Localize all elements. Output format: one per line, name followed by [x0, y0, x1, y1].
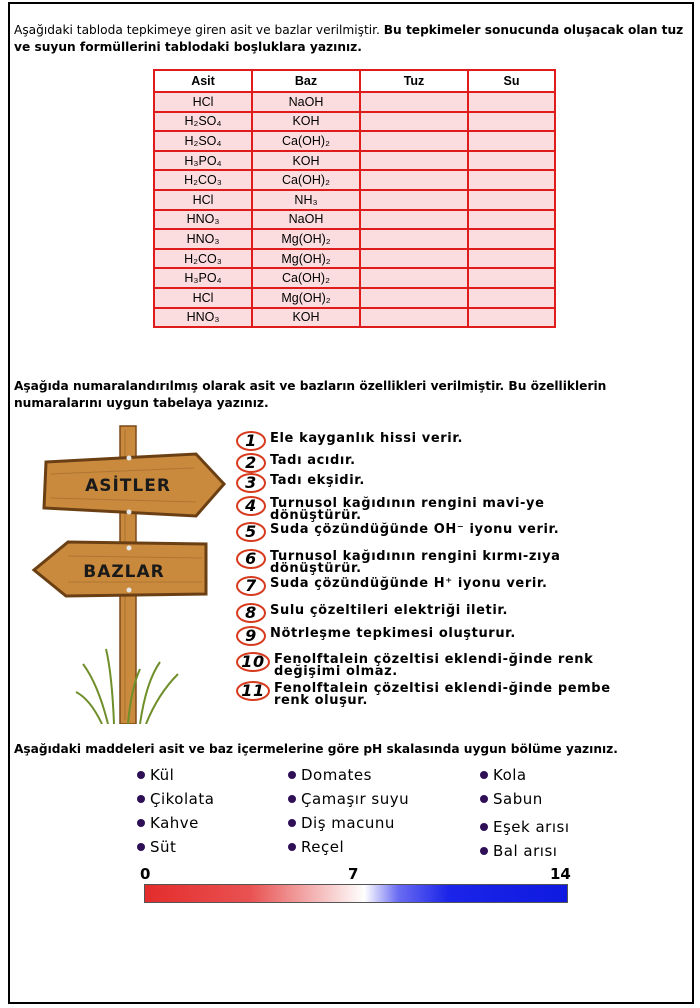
base-cell: KOH: [252, 151, 360, 171]
bullet-icon: [288, 771, 296, 779]
property-number: 7: [236, 576, 266, 596]
table-body: [154, 92, 555, 327]
substance-item: [137, 790, 214, 808]
ph-instruction: Aşağıdaki maddeleri asit ve baz içermelerine göre pH skalasında uygun bölüme yazınız.: [14, 742, 618, 756]
water-answer-cell[interactable]: [468, 170, 555, 190]
property-item: [236, 603, 610, 623]
salt-answer-cell[interactable]: [360, 151, 468, 171]
substance-label: Kahve: [150, 814, 199, 832]
substance-item: [288, 766, 372, 784]
substance-item: [480, 766, 527, 784]
water-answer-cell[interactable]: [468, 249, 555, 269]
sign-bases-label: BAZLAR: [83, 562, 165, 582]
salt-answer-cell[interactable]: [360, 229, 468, 249]
signpost: [28, 424, 228, 724]
table-row: [154, 92, 555, 112]
table-row: [154, 112, 555, 132]
table-row: [154, 131, 555, 151]
table-row: [154, 190, 555, 210]
properties-instruction: Aşağıda numaralandırılmış olarak asit ve bazların özellikleri verilmiştir. Bu özelliklerin numaralarını uygun tabelaya yazınız.: [14, 379, 607, 410]
bullet-icon: [137, 795, 145, 803]
base-cell: Mg(OH)₂: [252, 249, 360, 269]
property-item: [236, 681, 614, 707]
bullet-icon: [288, 819, 296, 827]
property-item: [236, 652, 614, 678]
table-row: [154, 210, 555, 230]
property-item: [236, 453, 610, 473]
base-cell: KOH: [252, 112, 360, 132]
bullet-icon: [288, 795, 296, 803]
table-row: [154, 268, 555, 288]
substance-item: [480, 842, 557, 860]
table-row: [154, 288, 555, 308]
substance-label: Çamaşır suyu: [301, 790, 410, 808]
substance-label: Reçel: [301, 838, 345, 856]
property-number: 8: [236, 603, 266, 623]
water-answer-cell[interactable]: [468, 210, 555, 230]
property-item: [236, 576, 610, 596]
base-cell: NaOH: [252, 92, 360, 112]
header-salt: Tuz: [360, 70, 468, 92]
substance-label: Çikolata: [150, 790, 215, 808]
bullet-icon: [288, 843, 296, 851]
property-text: Turnusol kağıdının rengini kırmı-zıya dönüştürür.: [270, 549, 561, 576]
acid-cell: HNO₃: [154, 229, 252, 249]
acid-base-table: [153, 69, 556, 328]
ph-label-7: 7: [348, 865, 359, 883]
table-row: [154, 170, 555, 190]
salt-answer-cell[interactable]: [360, 112, 468, 132]
property-item: [236, 431, 610, 451]
acid-cell: H₂CO₃: [154, 249, 252, 269]
acid-cell: H₂SO₄: [154, 131, 252, 151]
property-number: 2: [236, 453, 266, 473]
ph-scale-bar[interactable]: [144, 884, 568, 903]
acid-cell: H₃PO₄: [154, 151, 252, 171]
salt-answer-cell[interactable]: [360, 210, 468, 230]
property-text: Nötrleşme tepkimesi oluşturur.: [270, 626, 516, 641]
substance-item: [480, 790, 543, 808]
base-cell: Ca(OH)₂: [252, 131, 360, 151]
ph-label-14: 14: [550, 865, 571, 883]
property-number: 10: [236, 652, 270, 672]
bullet-icon: [137, 843, 145, 851]
property-text: Tadı acıdır.: [270, 453, 356, 468]
water-answer-cell[interactable]: [468, 288, 555, 308]
table-row: [154, 151, 555, 171]
sign-acids-label: ASİTLER: [85, 476, 171, 496]
property-text: Fenolftalein çözeltisi eklendi-ğinde renk değişimi olmaz.: [274, 652, 594, 679]
water-answer-cell[interactable]: [468, 268, 555, 288]
substance-label: Diş macunu: [301, 814, 395, 832]
substance-item: [137, 838, 176, 856]
salt-answer-cell[interactable]: [360, 131, 468, 151]
property-item: [236, 626, 610, 646]
water-answer-cell[interactable]: [468, 151, 555, 171]
base-cell: KOH: [252, 308, 360, 328]
property-number: 9: [236, 626, 266, 646]
acid-cell: H₂SO₄: [154, 112, 252, 132]
base-cell: Mg(OH)₂: [252, 288, 360, 308]
property-text: Fenolftalein çözeltisi eklendi-ğinde pembe renk oluşur.: [274, 681, 611, 708]
water-answer-cell[interactable]: [468, 92, 555, 112]
property-number: 1: [236, 431, 266, 451]
property-number: 11: [236, 681, 270, 701]
intro-bold-text: Bu tepkimeler sonucunda oluşacak olan tuz ve suyun formüllerini tablodaki boşluklara yazınız.: [14, 23, 684, 54]
header-water: Su: [468, 70, 555, 92]
substance-item: [137, 814, 199, 832]
salt-answer-cell[interactable]: [360, 92, 468, 112]
property-text: Suda çözündüğünde H⁺ iyonu verir.: [270, 576, 548, 591]
base-cell: Ca(OH)₂: [252, 170, 360, 190]
acid-cell: HCl: [154, 190, 252, 210]
water-answer-cell[interactable]: [468, 229, 555, 249]
water-answer-cell[interactable]: [468, 308, 555, 328]
bullet-icon: [480, 847, 488, 855]
bullet-icon: [480, 823, 488, 831]
table-row: [154, 249, 555, 269]
substance-label: Kola: [493, 766, 527, 784]
salt-answer-cell[interactable]: [360, 308, 468, 328]
acid-cell: HNO₃: [154, 308, 252, 328]
water-answer-cell[interactable]: [468, 190, 555, 210]
substance-label: Süt: [150, 838, 177, 856]
header-acid: Asit: [154, 70, 252, 92]
property-number: 6: [236, 549, 266, 569]
base-cell: NaOH: [252, 210, 360, 230]
base-cell: Ca(OH)₂: [252, 268, 360, 288]
property-text: Tadı ekşidir.: [270, 473, 365, 488]
bullet-icon: [480, 771, 488, 779]
property-number: 3: [236, 473, 266, 493]
property-text: Ele kayganlık hissi verir.: [270, 431, 464, 446]
substance-label: Eşek arısı: [493, 818, 570, 836]
acid-cell: H₃PO₄: [154, 268, 252, 288]
property-text: Turnusol kağıdının rengini mavi-ye dönüştürür.: [270, 496, 545, 523]
ph-label-0: 0: [140, 865, 151, 883]
bullet-icon: [137, 819, 145, 827]
salt-answer-cell[interactable]: [360, 249, 468, 269]
property-item: [236, 522, 610, 542]
property-number: 4: [236, 496, 266, 516]
property-text: Sulu çözeltileri elektriği iletir.: [270, 603, 509, 618]
substance-label: Bal arısı: [493, 842, 558, 860]
substance-item: [288, 790, 409, 808]
substance-item: [288, 838, 344, 856]
substance-item: [288, 814, 395, 832]
header-base: Baz: [252, 70, 360, 92]
water-answer-cell[interactable]: [468, 112, 555, 132]
substance-label: Kül: [150, 766, 175, 784]
substance-label: Sabun: [493, 790, 543, 808]
property-item: [236, 549, 610, 575]
salt-answer-cell[interactable]: [360, 268, 468, 288]
property-item: [236, 473, 610, 493]
acid-cell: H₂CO₃: [154, 170, 252, 190]
substance-label: Domates: [301, 766, 372, 784]
property-item: [236, 496, 610, 522]
property-text: Suda çözündüğünde OH⁻ iyonu verir.: [270, 522, 560, 537]
acid-cell: HCl: [154, 92, 252, 112]
water-answer-cell[interactable]: [468, 131, 555, 151]
table-row: [154, 308, 555, 328]
property-number: 5: [236, 522, 266, 542]
table-header-row: [154, 70, 555, 92]
salt-answer-cell[interactable]: [360, 190, 468, 210]
substance-item: [480, 818, 569, 836]
base-cell: Mg(OH)₂: [252, 229, 360, 249]
signpost-illustration: [28, 424, 228, 724]
table-row: [154, 229, 555, 249]
bullet-icon: [137, 771, 145, 779]
acid-cell: HNO₃: [154, 210, 252, 230]
salt-answer-cell[interactable]: [360, 288, 468, 308]
worksheet-page: [8, 2, 694, 1004]
salt-answer-cell[interactable]: [360, 170, 468, 190]
intro-instruction: [14, 22, 684, 56]
base-cell: NH₃: [252, 190, 360, 210]
acid-cell: HCl: [154, 288, 252, 308]
intro-normal-text: Aşağıdaki tabloda tepkimeye giren asit ve bazlar verilmiştir.: [14, 23, 384, 37]
bullet-icon: [480, 795, 488, 803]
substance-item: [137, 766, 174, 784]
